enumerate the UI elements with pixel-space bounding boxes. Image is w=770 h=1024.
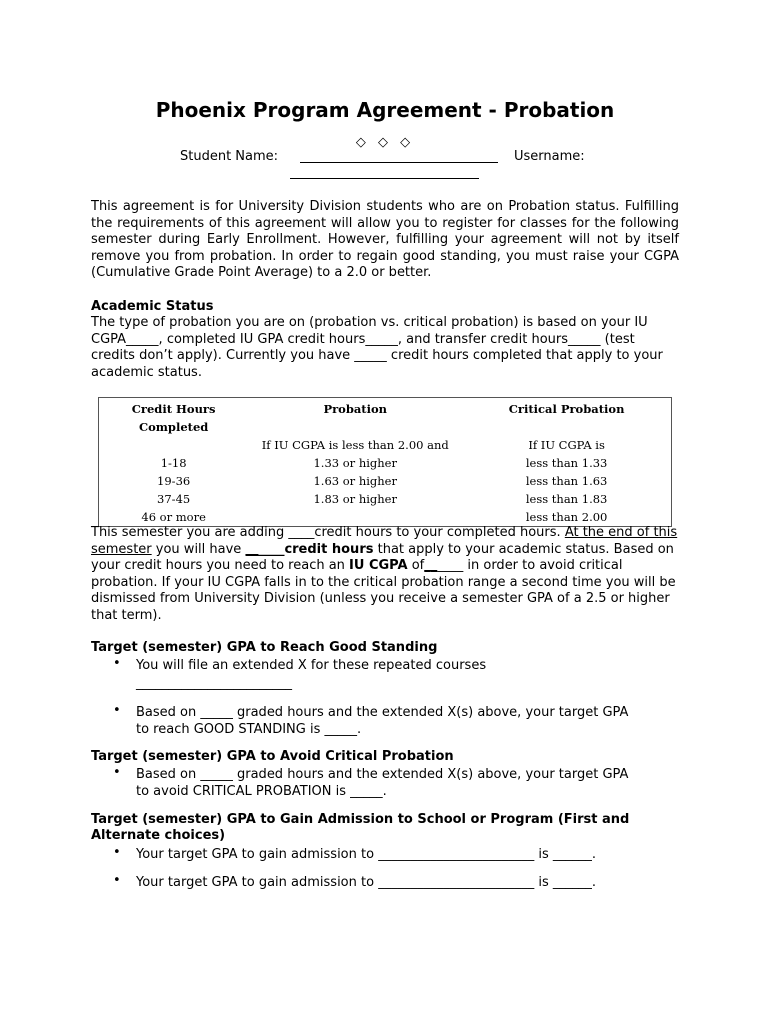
semester-text: This semester you are adding ____credit hours to your completed hours. [91, 525, 565, 540]
student-name-field[interactable] [300, 162, 498, 163]
bullet-icon: • [113, 703, 121, 718]
list-item: You will file an extended X for these repeated courses [136, 658, 487, 673]
bullet-icon: • [113, 656, 121, 671]
semester-text: of [407, 558, 425, 574]
list-item: Your target GPA to gain admission to ________________________ is ______. [136, 875, 596, 890]
list-item-blank: ________________________ [136, 676, 292, 691]
table-cell: 1-18 [160, 456, 187, 470]
table-cell: 1.33 or higher [313, 456, 397, 470]
table-cell: If IU CGPA is [528, 438, 605, 452]
table-cell: 1.83 or higher [313, 492, 397, 506]
table-header-cell: Probation [323, 402, 388, 416]
username-field[interactable] [290, 178, 479, 179]
semester-text: ____ in order to avoid critical probation. If your IU CGPA falls in to the critical probation range a second time you will be dismissed from University Division (unless you receive a semester GPA of a 2.5 or higher that term). [91, 558, 676, 623]
intro-paragraph: This agreement is for University Division students who are on Probation status. Fulfilling the requirements of this agreement will allow you to register for classes for the following semester during Early Enrollment. However, fulfilling your agreement will not by itself remove you from probation. In order to regain good standing, you must raise your CGPA (Cumulative Grade Point Average) to a 2.0 or better. [91, 199, 679, 281]
list-item: to avoid CRITICAL PROBATION is _____. [136, 784, 387, 799]
table-cell: less than 1.33 [525, 456, 608, 470]
table-row [99, 490, 672, 508]
table-cell [99, 436, 249, 454]
table-row [99, 508, 672, 527]
list-item: Based on _____ graded hours and the extended X(s) above, your target GPA [136, 767, 629, 782]
critical-heading: Target (semester) GPA to Avoid Critical Probation [91, 749, 454, 764]
table-cell: less than 2.00 [525, 510, 608, 524]
semester-blank: __ [424, 558, 438, 574]
semester-text: IU CGPA [349, 558, 408, 574]
academic-status-text: The type of probation you are on (probation vs. critical probation) is based on your IU CGPA_____, completed IU GPA credit hours_____, and transfer credit hours_____ (test credits don’t apply). Currently you have _____ credit hours completed that apply to your academic status. [91, 315, 663, 380]
semester-text: that apply to your academic status. Based on your credit hours you need to reach an [91, 541, 674, 574]
semester-blank: ____ [258, 541, 285, 557]
table-header-row [99, 398, 672, 437]
semester-blank: __ [245, 541, 259, 557]
table-header-cell: Credit Hours Completed [131, 402, 216, 434]
username-label: Username: [514, 149, 585, 164]
table-cell: If IU CGPA is less than 2.00 and [261, 438, 449, 452]
table-cell: 19-36 [157, 474, 191, 488]
table-cell: less than 1.63 [525, 474, 608, 488]
list-item: to reach GOOD STANDING is _____. [136, 722, 362, 737]
semester-text: credit hours [284, 541, 374, 557]
diamond-ornament-icon: ◇ ◇ ◇ [355, 135, 415, 150]
semester-text: you will have [151, 541, 246, 557]
list-item: Your target GPA to gain admission to ________________________ is ______. [136, 847, 596, 862]
semester-paragraph [91, 525, 679, 625]
semester-text: At the end of this semester [91, 525, 678, 557]
probation-table [98, 397, 672, 527]
bullet-icon: • [113, 873, 121, 888]
table-header-cell: Critical Probation [508, 402, 625, 416]
table-cell: 37-45 [157, 492, 191, 506]
table-subheader-row [99, 436, 672, 454]
table-row [99, 472, 672, 490]
admission-heading-cont: Alternate choices) [91, 828, 226, 843]
table-cell [248, 508, 462, 527]
good-standing-heading: Target (semester) GPA to Reach Good Standing [91, 640, 438, 655]
student-name-label: Student Name: [180, 149, 279, 164]
table-row [99, 454, 672, 472]
table-cell: 1.63 or higher [313, 474, 397, 488]
bullet-icon: • [113, 845, 121, 860]
list-item: Based on _____ graded hours and the extended X(s) above, your target GPA [136, 705, 629, 720]
admission-heading: Target (semester) GPA to Gain Admission to School or Program (First and [91, 812, 630, 827]
table-cell: less than 1.83 [525, 492, 608, 506]
page-title: Phoenix Program Agreement - Probation [155, 98, 615, 122]
table-cell: 46 or more [141, 510, 206, 524]
academic-status-heading: Academic Status [91, 299, 214, 314]
bullet-icon: • [113, 765, 121, 780]
